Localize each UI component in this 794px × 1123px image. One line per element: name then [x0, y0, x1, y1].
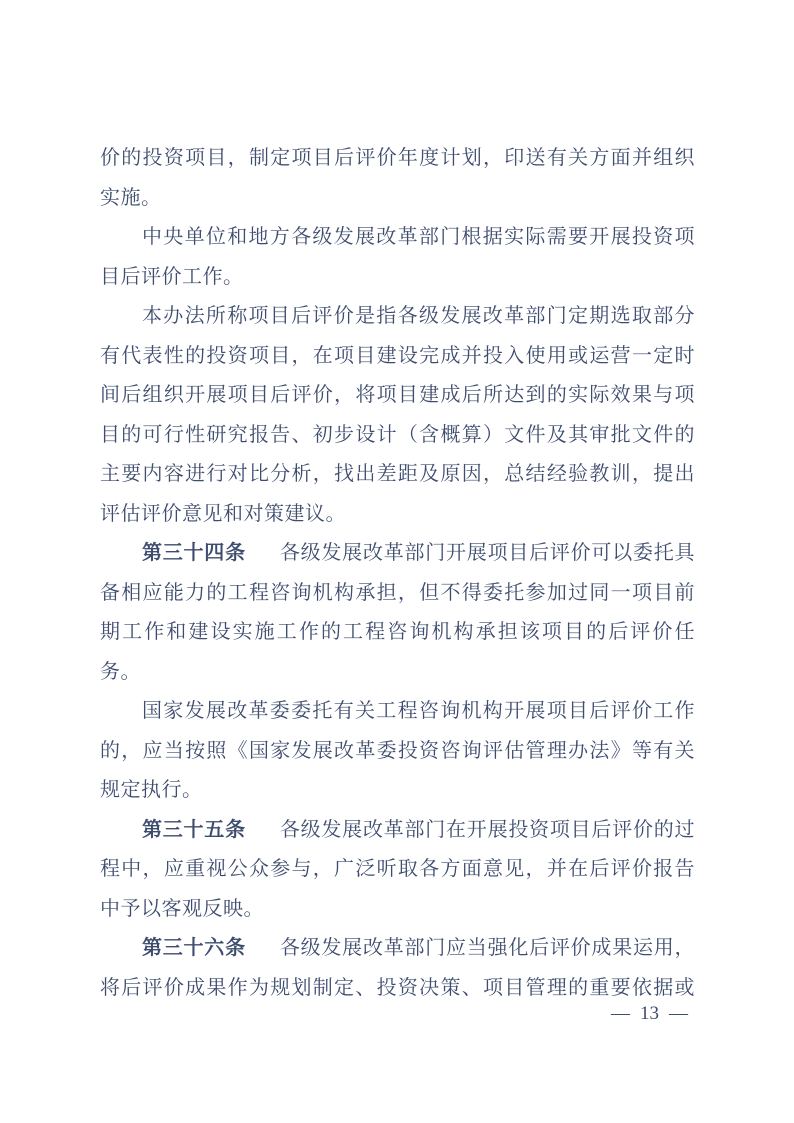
body-line: 实施。: [100, 186, 162, 209]
article-number: 第三十六条: [142, 937, 246, 959]
body-line: 将后评价成果作为规划制定、投资决策、项目管理的重要依据或: [100, 976, 695, 999]
body-line: 期工作和建设实施工作的工程咨询机构承担该项目的后评价任: [100, 621, 695, 643]
article-number: 第三十五条: [142, 818, 246, 841]
article-line: [100, 811, 695, 851]
article-text: 各级发展改革部门应当强化后评价成果运用，: [279, 937, 695, 959]
body-line: 间后组织开展项目后评价，将项目建成后所达到的实际效果与项: [100, 384, 695, 406]
body-line: 有代表性的投资项目，在项目建设完成并投入使用或运营一定时: [100, 344, 695, 367]
article-text: 各级发展改革部门在开展投资项目后评价的过: [279, 818, 695, 841]
body-line: 目后评价工作。: [100, 265, 244, 288]
article-line: [100, 929, 695, 969]
body-line: 价的投资项目，制定项目后评价年度计划，印送有关方面并组织: [100, 147, 695, 169]
page-number-value: 13: [640, 1003, 659, 1024]
body-line: 备相应能力的工程咨询机构承担，但不得委托参加过同一项目前: [100, 581, 695, 604]
body-line: 中予以客观反映。: [100, 897, 264, 920]
article-text: 各级发展改革部门开展项目后评价可以委托具: [279, 542, 695, 564]
body-line: 中央单位和地方各级发展改革部门根据实际需要开展投资项: [142, 226, 695, 248]
body-line: 规定执行。: [100, 779, 203, 801]
document-body: [100, 139, 695, 1008]
article-number: 第三十四条: [142, 542, 246, 564]
page-number: [609, 999, 690, 1029]
body-line: 国家发展改革委委托有关工程咨询机构开展项目后评价工作: [142, 700, 695, 722]
body-line: 目的可行性研究报告、初步设计（含概算）文件及其审批文件的: [100, 423, 695, 446]
page-number-dash-left: —: [611, 1003, 630, 1024]
body-line: 程中，应重视公众参与，广泛听取各方面意见，并在后评价报告: [100, 858, 695, 880]
body-line: 主要内容进行对比分析，找出差距及原因，总结经验教训，提出: [100, 463, 695, 485]
body-line: 评估评价意见和对策建议。: [100, 502, 346, 525]
body-line: 务。: [100, 660, 141, 683]
body-line: 的，应当按照《国家发展改革委投资咨询评估管理办法》等有关: [100, 739, 695, 762]
body-line: 本办法所称项目后评价是指各级发展改革部门定期选取部分: [142, 305, 695, 327]
page-number-dash-right: —: [669, 1003, 688, 1024]
article-line: [100, 534, 695, 574]
